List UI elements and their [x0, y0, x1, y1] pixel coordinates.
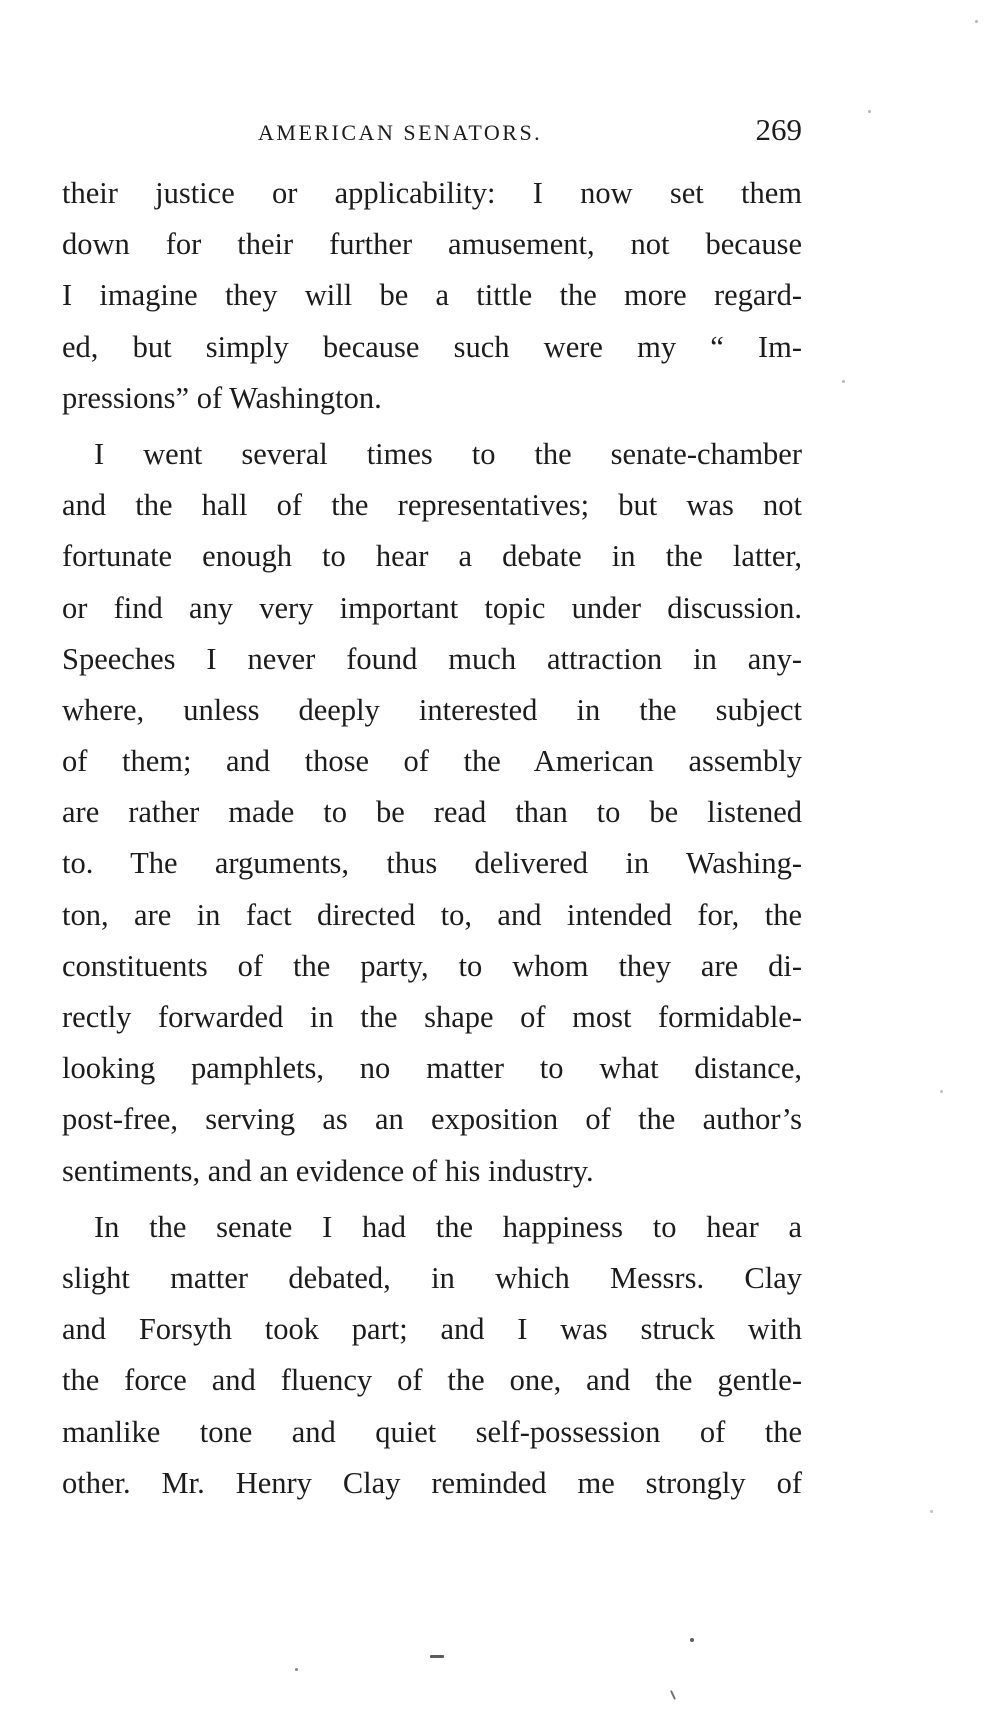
scan-speck	[930, 1510, 933, 1513]
text-line: down for their further amusement, not because	[62, 227, 802, 262]
text-line: and the hall of the representatives; but was not	[62, 488, 802, 523]
running-head	[62, 112, 802, 152]
text-line: slight matter debated, in which Messrs. Clay	[62, 1260, 802, 1295]
text-line: to. The arguments, thus delivered in Washing-	[62, 846, 802, 881]
text-line: manlike tone and quiet self-possession of the	[62, 1414, 802, 1449]
paragraph	[62, 168, 802, 424]
scan-speck	[690, 1638, 694, 1642]
text-line: looking pamphlets, no matter to what distance,	[62, 1051, 802, 1086]
text-line: post-free, serving as an exposition of the author’s	[62, 1102, 802, 1137]
text-line: or find any very important topic under discussion.	[62, 590, 802, 625]
text-line: I imagine they will be a tittle the more regard-	[62, 278, 802, 313]
page-number: 269	[755, 112, 802, 147]
scan-speck	[842, 380, 845, 383]
paragraph	[62, 429, 802, 1197]
text-line: ton, are in fact directed to, and intended for, the	[62, 897, 802, 932]
scan-speck	[868, 110, 871, 113]
text-line: rectly forwarded in the shape of most formidable-	[62, 1000, 802, 1034]
paragraph	[62, 1202, 802, 1509]
scan-speck	[940, 1090, 943, 1093]
text-line: fortunate enough to hear a debate in the latter,	[62, 539, 802, 574]
text-line: sentiments, and an evidence of his industry.	[62, 1153, 594, 1188]
scan-speck	[670, 1690, 676, 1700]
text-line: pressions” of Washington.	[62, 380, 382, 415]
text-line: and Forsyth took part; and I was struck with	[62, 1312, 802, 1347]
text-line: are rather made to be read than to be listened	[62, 795, 802, 830]
text-line: In the senate I had the happiness to hear a	[94, 1209, 802, 1244]
scan-speck	[430, 1655, 444, 1658]
text-line: the force and fluency of the one, and the gentle-	[62, 1363, 802, 1398]
scan-speck	[975, 20, 978, 23]
text-line: their justice or applicability: I now set them	[62, 176, 802, 210]
text-line: ed, but simply because such were my “ Im-	[62, 329, 802, 364]
scan-speck	[295, 1668, 298, 1671]
text-line: other. Mr. Henry Clay reminded me strongly of	[62, 1465, 802, 1500]
body-text	[62, 168, 802, 1509]
text-line: I went several times to the senate-chamber	[94, 436, 802, 471]
text-line: where, unless deeply interested in the subject	[62, 692, 802, 727]
running-title: AMERICAN SENATORS.	[258, 120, 543, 145]
text-line: of them; and those of the American assembly	[62, 744, 802, 779]
text-line: Speeches I never found much attraction in any-	[62, 641, 802, 676]
text-line: constituents of the party, to whom they are di-	[62, 948, 802, 983]
